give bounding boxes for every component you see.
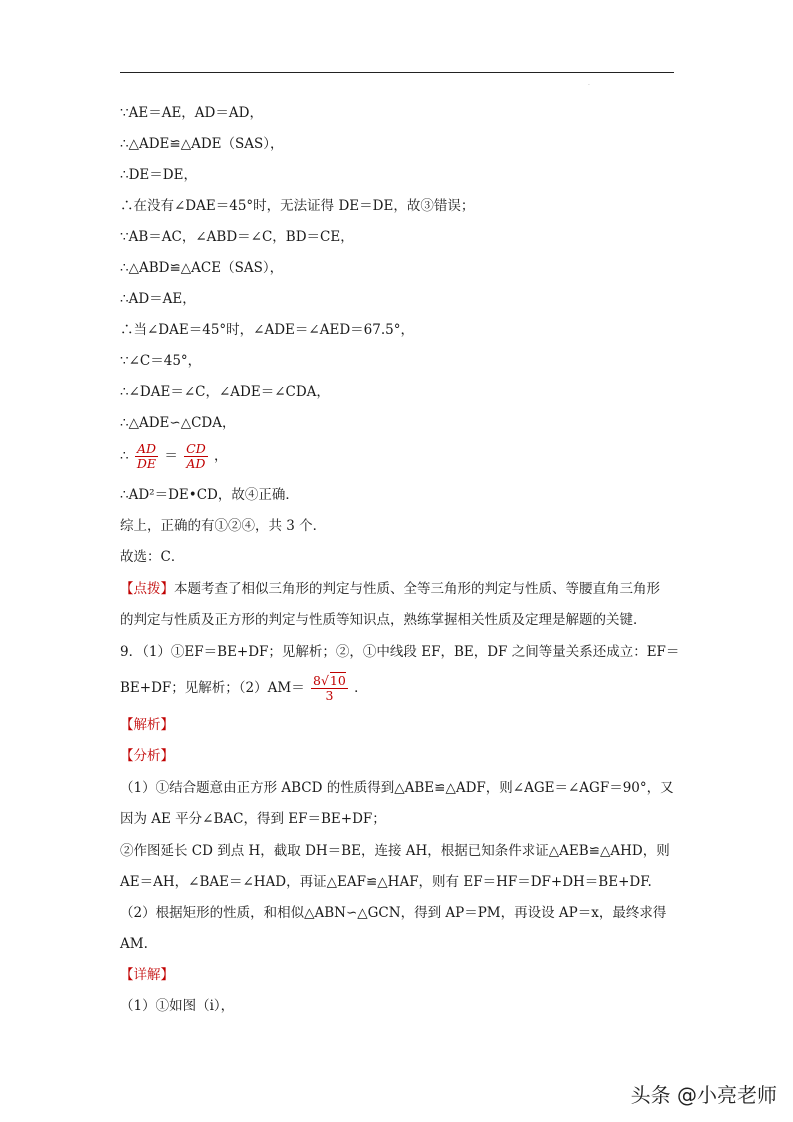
note-line — [120, 580, 660, 598]
answer-line — [120, 674, 368, 703]
text-line: 故选：C． — [120, 549, 185, 565]
fraction-denominator: AD — [186, 456, 206, 471]
text-line: AE＝AH，∠BAE＝∠HAD，再证△EAF≌△HAF，则有 EF＝HF＝DF+DH＝BE+DF. — [120, 874, 652, 890]
section-heading: 【分析】 — [120, 748, 174, 764]
fraction-numerator: 8√10 — [313, 673, 346, 688]
fraction-denominator: 3 — [325, 688, 334, 703]
text-line: ∵AB＝AC，∠ABD＝∠C，BD＝CE， — [120, 229, 354, 245]
text-line: ∴DE＝DE， — [120, 167, 197, 183]
text-line: ∴△ADE∽△CDA， — [120, 415, 236, 431]
fraction-numerator: AD — [136, 441, 156, 456]
text-line: ∴在没有∠DAE＝45°时，无法证得 DE＝DE，故③错误； — [120, 198, 475, 214]
text-line: ∴当∠DAE＝45°时，∠ADE＝∠AED＝67.5°， — [120, 322, 414, 338]
coefficient: 8 — [313, 673, 321, 688]
equals-sign: ＝ — [164, 448, 178, 464]
text-line: ∴∠DAE＝∠C，∠ADE＝∠CDA， — [120, 384, 330, 400]
text-line: 因为 AE 平分∠BAC，得到 EF＝BE+DF； — [120, 811, 386, 827]
section-heading: 【详解】 — [120, 967, 174, 983]
section-heading: 【解析】 — [120, 717, 174, 733]
fraction-numerator: CD — [186, 441, 206, 456]
period: ． — [354, 680, 368, 696]
text-line: （1）①如图（i）， — [120, 998, 235, 1014]
note-text: 本题考查了相似三角形的判定与性质、全等三角形的判定与性质、等腰直角三角形 — [174, 581, 660, 597]
text-line: ②作图延长 CD 到点 H，截取 DH＝BE，连接 AH，根据已知条件求证△AEB≌△AHD，则 — [120, 843, 670, 859]
answer-line: 9．（1）①EF＝BE+DF；见解析；②，①中线段 EF，BE，DF 之间等量关系还成立：EF＝ — [120, 644, 680, 660]
fraction-line — [120, 442, 228, 471]
therefore-symbol: ∴ — [120, 448, 129, 464]
fraction-cd-ad — [184, 442, 208, 471]
text-line: ∴AD＝AE， — [120, 291, 196, 307]
text-line: （2）根据矩形的性质，和相似△ABN∽△GCN，得到 AP＝PM，再设设 AP＝x，最终求得 — [120, 905, 667, 921]
fraction-am — [311, 674, 348, 703]
fraction-denominator: DE — [136, 456, 157, 471]
text-line: ∴△ADE≌△ADE（SAS）， — [120, 136, 284, 152]
scan-dot: · — [588, 82, 590, 89]
text-line: （1）①结合题意由正方形 ABCD 的性质得到△ABE≌△ADF，则∠AGE＝∠AGF＝90°，又 — [120, 780, 674, 796]
fraction-ad-de — [135, 442, 158, 471]
text-line: 的判定与性质及正方形的判定与性质等知识点，熟练掌握相关性质及定理是解题的关键． — [120, 612, 647, 628]
text-line: 综上，正确的有①②④，共 3 个． — [120, 518, 327, 534]
watermark: 头条 @小亮老师 — [630, 1083, 777, 1107]
header-rule — [120, 72, 674, 73]
note-tag: 【点拨】 — [120, 581, 174, 597]
text-line: ∵AE＝AE，AD＝AD， — [120, 105, 263, 121]
text-line: ∵∠C＝45°， — [120, 353, 202, 369]
text-line: ∴AD²＝DE•CD，故④正确． — [120, 487, 299, 503]
answer-text: BE+DF；见解析；（2）AM＝ — [120, 680, 305, 696]
text-line: ∴△ABD≌△ACE（SAS）， — [120, 260, 284, 276]
comma: ， — [214, 448, 228, 464]
text-line: AM. — [120, 936, 148, 952]
radicand: 10 — [329, 673, 346, 688]
